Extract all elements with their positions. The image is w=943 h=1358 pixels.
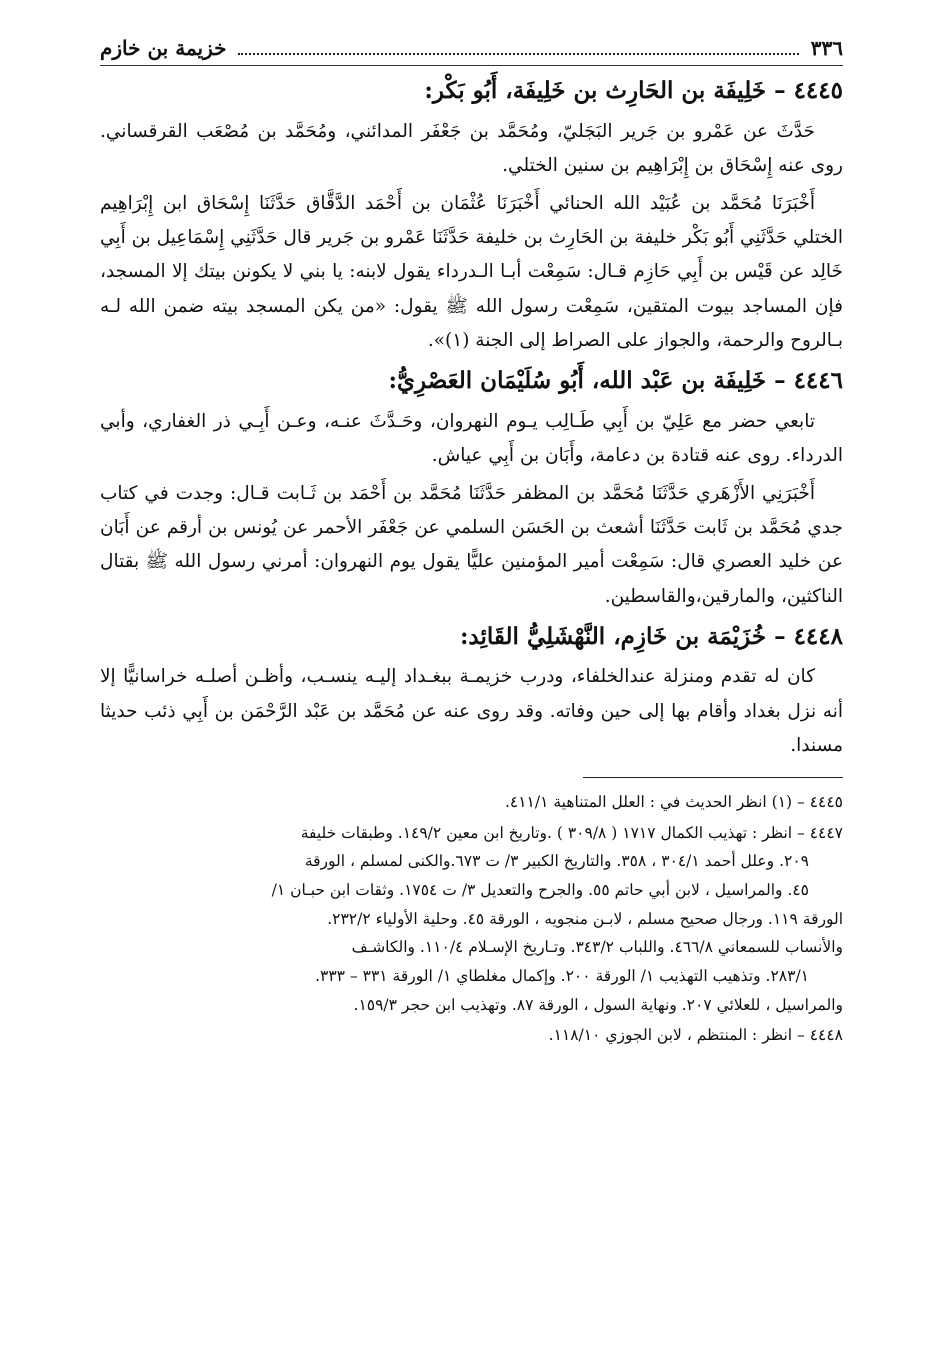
biography-entry-4446 <box>100 364 843 614</box>
footnotes <box>100 788 843 1050</box>
entry-paragraph: حَدَّثَ عن عَمْرو بن جَرير البَجَليّ، ومُحَمَّد بن جَعْفَر المدائني، ومُحَمَّد بن مُصْعَب القرقساني. روى عنه إِسْحَاق بن إِبْرَاهِيم بن سنين الختلي. <box>100 120 843 176</box>
footnote-4445 <box>100 788 843 817</box>
biography-entry-4448 <box>100 620 843 763</box>
footnote-line: ٢٠٩. وعلل أحمد ٣٠٤/١ ، ٣٥٨. والتاريخ الكبير ٣/ ت ٦٧٣.والكنى لمسلم ، الورقة <box>304 852 809 871</box>
entry-heading: ٤٤٤٦ – خَلِيفَة بن عَبْد الله، أَبُو سُلَيْمَان العَصْرِيُّ: <box>388 367 843 395</box>
footnote-line: الورقة ١١٩. ورجال صحيح مسلم ، لابـن منجويه ، الورقة ٤٥. وحلية الأولياء ٢٣٢/٢. <box>327 909 843 928</box>
footnote-line: ٤٤٤٧ – انظر : تهذيب الكمال ١٧١٧ ( ٣٠٩/٨ ) .وتاريخ ابن معين ١٤٩/٢. وطبقات خليفة <box>300 823 843 842</box>
footnote-4448 <box>100 1021 843 1050</box>
footnote-line: والمراسيل ، للعلائي ٢٠٧. ونهاية السول ، الورقة ٨٧. وتهذيب ابن حجر ١٥٩/٣. <box>353 995 843 1014</box>
leader-dots <box>238 53 798 55</box>
running-title: خزيمة بن خازم <box>100 36 227 60</box>
footnote-line: ٢٨٣/١. وتذهيب التهذيب ١/ الورقة ٢٠٠. وإكمال مغلطاي ١/ الورقة ٣٣١ – ٣٣٣. <box>315 967 809 986</box>
entry-heading: ٤٤٤٥ – خَلِيفَة بن الحَارِث بن خَلِيفَة، أَبُو بَكْر: <box>424 77 843 104</box>
footnote-divider <box>583 777 843 778</box>
footnote-line: ٤٤٤٨ – انظر : المنتظم ، لابن الجوزي ١١٨/١٠. <box>548 1026 843 1045</box>
entry-heading: ٤٤٤٨ – خُزَيْمَة بن خَازِم، النَّهْشَلِيُّ القَائِد: <box>459 622 843 650</box>
footnote-4447 <box>100 819 843 1020</box>
footnote-line: ٤٥. والمراسيل ، لابن أبي حاتم ٥٥. والجرح والتعديل ٣/ ت ١٧٥٤. وثقات ابن حبـان ١/ <box>271 881 809 900</box>
running-head <box>100 36 843 66</box>
footnote-line: والأنساب للسمعاني ٤٦٦/٨. واللباب ٣٤٣/٢. وتـاريخ الإسـلام ١١٠/٤. والكاشـف <box>351 938 843 957</box>
entry-paragraph: أَخْبَرَنَا مُحَمَّد بن عُبَيْد الله الحنائي أَخْبَرَنَا عُثْمَان بن أَحْمَد الدَّقَّاق حَدَّثَنَا إِسْحَاق ابن إِبْرَاهِيم الختلي حَدَّثَنِي أَبُو بَكْر خليفة بن الحَارِث بن خليفة حَدَّثَنَا عَمْرو بن جَرير قال حَدَّثَنِي إِسْمَاعِيل بن أَبِي خَالِد عن قَيْس بن أَبِي حَازِم قـال: سَمِعْت أبـا الـدرداء يقول لابنه: يا بني لا يكونن بيتك إلا المسجد، فإن المساجد بيوت المتقين، سَمِعْت رسول الله ﷺ يقول: «من يكن المسجد بيته ضمن الله لـه بـالروح والرحمة، والجواز على الصراط إلى الجنة (١)». <box>100 192 843 351</box>
entry-paragraph: أَخْبَرَنِي الأَزْهَري حَدَّثَنَا مُحَمَّد بن المظفر حَدَّثَنَا مُحَمَّد بن أَحْمَد بن ثَـابت قـال: وجدت في كتاب جدي مُحَمَّد بن ثَابت حَدَّثَنَا أشعث بن الحَسَن السلمي عن جَعْفَر الأحمر عن يُونس بن أرقم عن أَبَان عن خليد العصري قال: سَمِعْت أمير المؤمنين عليًّا يقول يوم النهروان: أمرني رسول الله ﷺ بقتال الناكثين، والمارقين،والقاسطين. <box>100 482 843 607</box>
entry-paragraph: تابعي حضر مع عَلِيّ بن أَبِي طَـالِب يـوم النهروان، وحَـدَّثَ عنـه، وعـن أَبِـي ذر الغفاري، وأبي الدرداء. روى عنه قتادة بن دعامة، وأَبَان بن أَبِي عياش. <box>100 410 843 466</box>
page-number: ٣٣٦ <box>810 36 843 60</box>
footnote-line: ٤٤٤٥ – (١) انظر الحديث في : العلل المتناهية ٤١١/١. <box>504 793 843 811</box>
biography-entry-4445 <box>100 74 843 358</box>
entry-paragraph: كان له تقدم ومنزلة عندالخلفاء، ودرب خزيمـة ببغـداد إليـه ينسـب، وأظـن أصلـه خراسانيًّا إلا أنه نزل بغداد وأقام بها إلى حين وفاته. وقد روى عنه عن مُحَمَّد بن عَبْد الرَّحْمَن بن أَبِي ذئب حديثا مسندا. <box>100 666 843 756</box>
